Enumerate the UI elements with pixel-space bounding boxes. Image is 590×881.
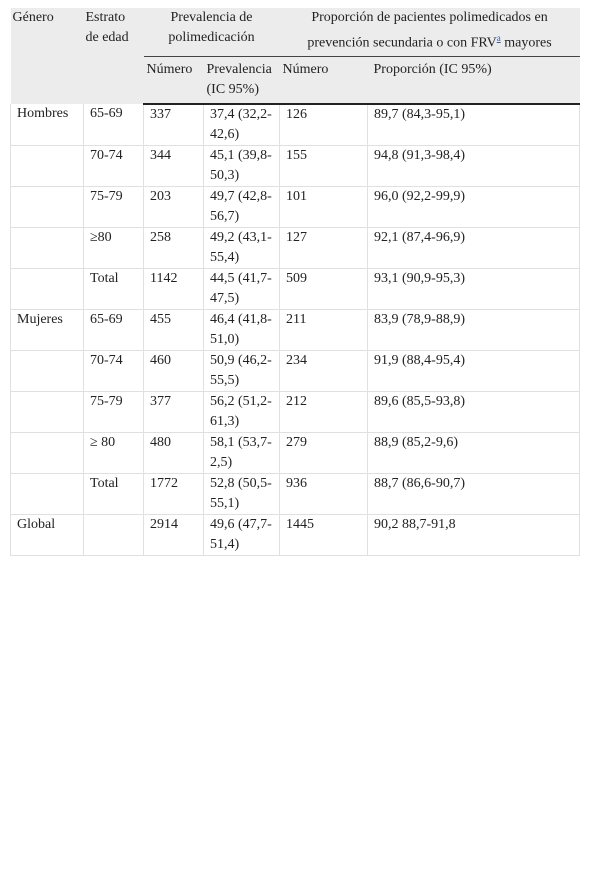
cell-numero2: 126 xyxy=(280,104,368,146)
cell-genero xyxy=(11,473,84,514)
cell-estrato: 65-69 xyxy=(84,104,144,146)
cell-numero: 480 xyxy=(144,432,204,473)
cell-proporcion: 90,2 88,7-91,8 xyxy=(368,514,580,555)
cell-numero: 1772 xyxy=(144,473,204,514)
cell-numero2: 211 xyxy=(280,309,368,350)
cell-genero xyxy=(11,186,84,227)
cell-estrato: 75-79 xyxy=(84,186,144,227)
cell-numero: 258 xyxy=(144,227,204,268)
header-estrato: Estrato de edad xyxy=(84,8,144,104)
cell-genero xyxy=(11,145,84,186)
cell-numero2: 936 xyxy=(280,473,368,514)
cell-prevalencia: 49,7 (42,8-56,7) xyxy=(204,186,280,227)
table-row xyxy=(11,186,580,227)
cell-numero2: 279 xyxy=(280,432,368,473)
table-row xyxy=(11,145,580,186)
cell-proporcion: 88,9 (85,2-9,6) xyxy=(368,432,580,473)
table-row xyxy=(11,391,580,432)
cell-prevalencia: 58,1 (53,7-2,5) xyxy=(204,432,280,473)
cell-estrato xyxy=(84,514,144,555)
cell-numero: 460 xyxy=(144,350,204,391)
cell-numero2: 509 xyxy=(280,268,368,309)
cell-proporcion: 96,0 (92,2-99,9) xyxy=(368,186,580,227)
table-row xyxy=(11,350,580,391)
cell-prevalencia: 49,6 (47,7-51,4) xyxy=(204,514,280,555)
cell-prevalencia: 52,8 (50,5-55,1) xyxy=(204,473,280,514)
cell-numero2: 101 xyxy=(280,186,368,227)
cell-prevalencia: 50,9 (46,2-55,5) xyxy=(204,350,280,391)
table-row xyxy=(11,309,580,350)
cell-estrato: ≥ 80 xyxy=(84,432,144,473)
cell-proporcion: 89,7 (84,3-95,1) xyxy=(368,104,580,146)
cell-proporcion: 92,1 (87,4-96,9) xyxy=(368,227,580,268)
header-proporcion-text: Proporción de pacientes polimedicados en prevención secundaria o con FRV xyxy=(307,10,548,51)
cell-proporcion: 88,7 (86,6-90,7) xyxy=(368,473,580,514)
cell-numero: 455 xyxy=(144,309,204,350)
table-row xyxy=(11,432,580,473)
cell-numero2: 127 xyxy=(280,227,368,268)
table-row xyxy=(11,514,580,555)
cell-genero: Hombres xyxy=(11,104,84,146)
cell-numero: 1142 xyxy=(144,268,204,309)
cell-genero xyxy=(11,391,84,432)
header-proporcion-group xyxy=(280,8,580,56)
cell-genero: Global xyxy=(11,514,84,555)
header-proporcion-ic: Proporción (IC 95%) xyxy=(368,56,580,104)
cell-numero: 344 xyxy=(144,145,204,186)
header-prevalencia-ic: Prevalencia (IC 95%) xyxy=(204,56,280,104)
cell-numero2: 212 xyxy=(280,391,368,432)
table-row xyxy=(11,227,580,268)
header-numero-2: Número xyxy=(280,56,368,104)
cell-estrato: 70-74 xyxy=(84,350,144,391)
header-genero: Género xyxy=(11,8,84,104)
cell-numero2: 234 xyxy=(280,350,368,391)
cell-prevalencia: 56,2 (51,2-61,3) xyxy=(204,391,280,432)
cell-prevalencia: 46,4 (41,8-51,0) xyxy=(204,309,280,350)
cell-numero: 203 xyxy=(144,186,204,227)
cell-estrato: 70-74 xyxy=(84,145,144,186)
cell-proporcion: 89,6 (85,5-93,8) xyxy=(368,391,580,432)
header-prevalencia-group: Prevalencia de polimedicación xyxy=(144,8,280,56)
cell-proporcion: 83,9 (78,9-88,9) xyxy=(368,309,580,350)
cell-numero: 337 xyxy=(144,104,204,146)
header-proporcion-tail: mayores xyxy=(500,35,552,51)
cell-estrato: 65-69 xyxy=(84,309,144,350)
cell-prevalencia: 45,1 (39,8-50,3) xyxy=(204,145,280,186)
cell-genero: Mujeres xyxy=(11,309,84,350)
cell-estrato: 75-79 xyxy=(84,391,144,432)
cell-prevalencia: 37,4 (32,2-42,6) xyxy=(204,104,280,146)
table-row xyxy=(11,104,580,146)
table-row xyxy=(11,473,580,514)
cell-numero2: 1445 xyxy=(280,514,368,555)
cell-numero: 377 xyxy=(144,391,204,432)
table-row xyxy=(11,268,580,309)
cell-genero xyxy=(11,350,84,391)
cell-numero: 2914 xyxy=(144,514,204,555)
cell-proporcion: 93,1 (90,9-95,3) xyxy=(368,268,580,309)
cell-genero xyxy=(11,227,84,268)
cell-proporcion: 91,9 (88,4-95,4) xyxy=(368,350,580,391)
cell-prevalencia: 49,2 (43,1-55,4) xyxy=(204,227,280,268)
polymedication-table xyxy=(10,8,580,556)
cell-proporcion: 94,8 (91,3-98,4) xyxy=(368,145,580,186)
cell-genero xyxy=(11,432,84,473)
cell-estrato: Total xyxy=(84,268,144,309)
cell-estrato: ≥80 xyxy=(84,227,144,268)
cell-estrato: Total xyxy=(84,473,144,514)
cell-genero xyxy=(11,268,84,309)
footnote-a-link[interactable]: a xyxy=(496,33,501,43)
header-numero: Número xyxy=(144,56,204,104)
cell-numero2: 155 xyxy=(280,145,368,186)
cell-prevalencia: 44,5 (41,7-47,5) xyxy=(204,268,280,309)
